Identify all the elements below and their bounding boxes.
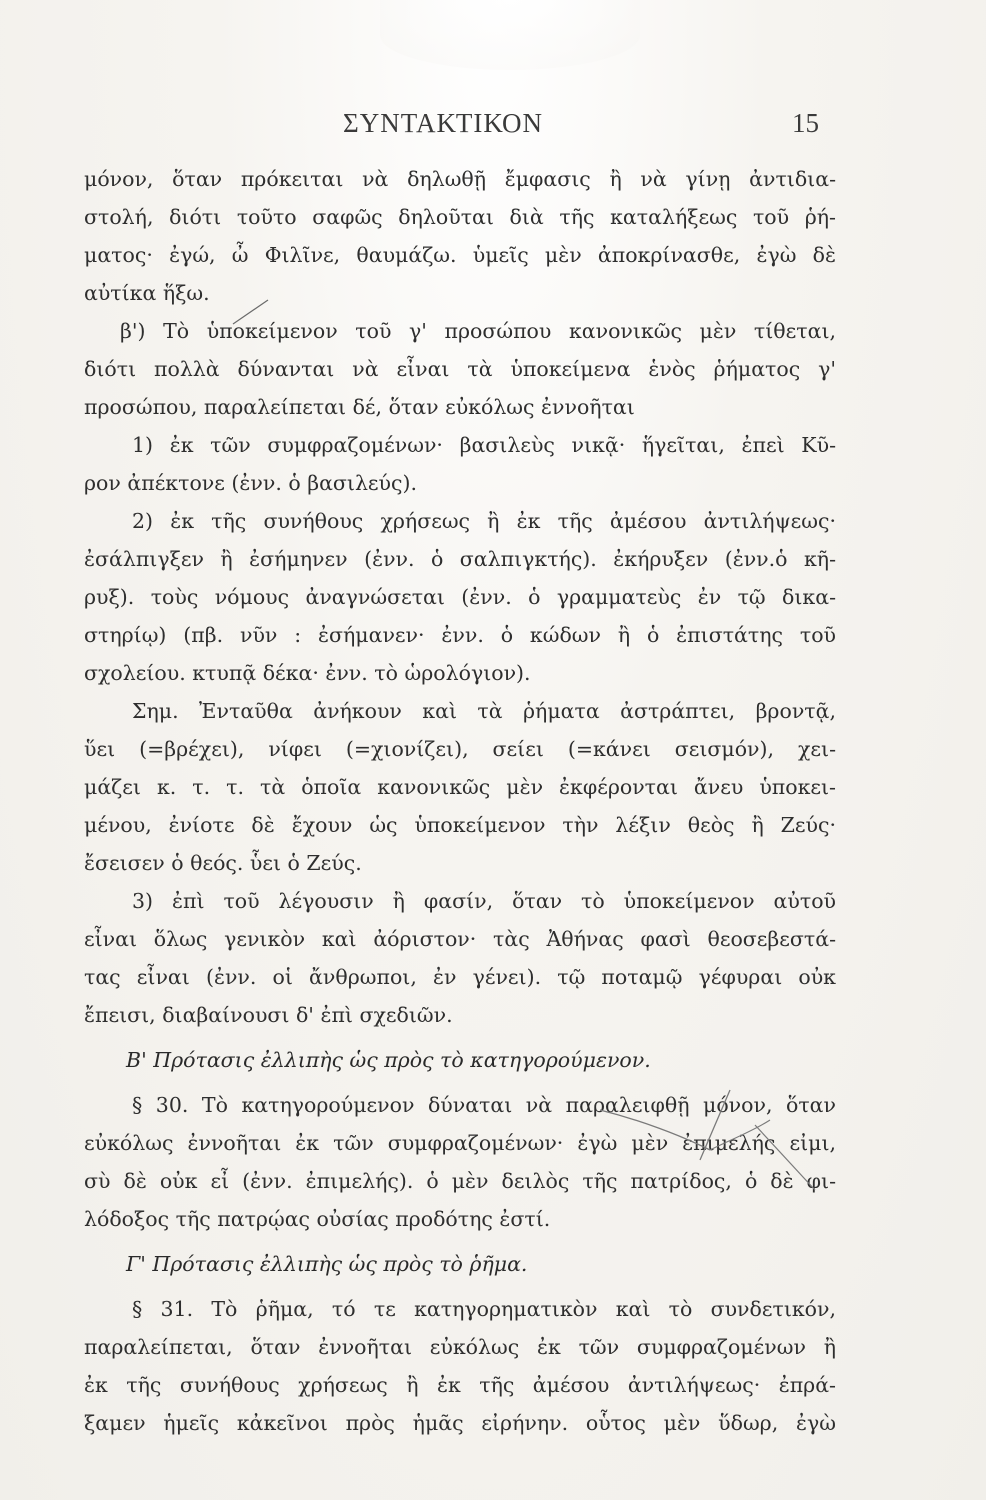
text-line: στηρίῳ) (πβ. νῦν : ἐσήμανεν· ἐνν. ὁ κώδων ἢ ὁ ἐπιστάτης τοῦ [84,623,836,647]
text-line: εὐκόλως ἐννοῆται ἐκ τῶν συμφραζομένων· ἐγὼ μὲν ἐπιμελής εἰμι, [84,1131,836,1155]
text-line: στολή, διότι τοῦτο σαφῶς δηλοῦται διὰ τῆς καταλήξεως τοῦ ῥή- [84,205,836,229]
text-line: ἐκ τῆς συνήθους χρήσεως ἢ ἐκ τῆς ἀμέσου ἀντιλήψεως· ἐπρά- [84,1373,836,1397]
text-line: β') Τὸ ὑποκείμενον τοῦ γ' προσώπου κανονικῶς μὲν τίθεται, [120,319,836,343]
section-heading-b: Β' Πρότασις ἐλλιπὴς ὡς πρὸς τὸ κατηγορούμενον. [126,1048,651,1072]
text-line: 2) ἐκ τῆς συνήθους χρήσεως ἢ ἐκ τῆς ἀμέσου ἀντιλήψεως· [132,509,836,533]
text-line: ὕει (=βρέχει), νίφει (=χιονίζει), σείει (=κάνει σεισμόν), χει- [84,737,836,761]
text-line: μένου, ἐνίοτε δὲ ἔχουν ὡς ὑποκείμενον τὴν λέξιν θεὸς ἢ Ζεύς· [84,813,836,837]
section-heading-c: Γ' Πρότασις ἐλλιπὴς ὡς πρὸς τὸ ῥῆμα. [126,1252,528,1276]
text-line: αὐτίκα ἥξω. [84,281,210,305]
text-line: ρον ἀπέκτονε (ἐνν. ὁ βασιλεύς). [84,471,418,495]
text-line: ξαμεν ἡμεῖς κἀκεῖνοι πρὸς ἡμᾶς εἰρήνην. οὗτος μὲν ὕδωρ, ἐγὼ [84,1411,836,1435]
text-line: 1) ἐκ τῶν συμφραζομένων· βασιλεὺς νικᾷ· ἥγεῖται, ἐπεὶ Κῦ- [132,433,836,457]
text-line: μάζει κ. τ. τ. τὰ ὁποῖα κανονικῶς μὲν ἐκφέρονται ἄνευ ὑποκει- [84,775,836,799]
running-head [0,108,986,148]
text-line: παραλείπεται, ὅταν ἐννοῆται εὐκόλως ἐκ τῶν συμφραζομένων ἢ [84,1335,836,1359]
paper-stain [380,0,640,70]
text-line: ματος· ἐγώ, ὦ Φιλῖνε, θαυμάζω. ὑμεῖς μὲν ἀποκρίνασθε, ἐγὼ δὲ [84,243,836,267]
text-line: σὺ δὲ οὐκ εἶ (ἐνν. ἐπιμελής). ὁ μὲν δειλὸς τῆς πατρίδος, ὁ δὲ φι- [84,1169,836,1193]
text-line: ρυξ). τοὺς νόμους ἀναγνώσεται (ἐνν. ὁ γραμματεὺς ἐν τῷ δικα- [84,585,836,609]
page-number: 15 [792,108,819,138]
text-line: ἔσεισεν ὁ θεός. ὗει ὁ Ζεύς. [84,851,362,875]
text-line: διότι πολλὰ δύνανται νὰ εἶναι τὰ ὑποκείμενα ἑνὸς ῥήματος γ' [84,357,836,381]
text-line: 3) ἐπὶ τοῦ λέγουσιν ἢ φασίν, ὅταν τὸ ὑποκείμενον αὐτοῦ [132,889,836,913]
text-line: τας εἶναι (ἐνν. οἱ ἄνθρωποι, ἐν γένει). τῷ ποταμῷ γέφυραι οὐκ [84,965,836,989]
text-line: λόδοξος τῆς πατρῴας οὐσίας προδότης ἐστί. [84,1207,551,1231]
text-line: ἐσάλπιγξεν ἢ ἐσήμηνεν (ἐνν. ὁ σαλπιγκτής). ἐκήρυξεν (ἐνν.ὁ κῆ- [84,547,836,571]
pencil-margin-mark [228,296,288,326]
running-title: ΣΥΝΤΑΚΤΙΚΟΝ [343,108,543,138]
text-line: ἔπεισι, διαβαίνουσι δ' ἐπὶ σχεδιῶν. [84,1003,453,1027]
text-line: εἶναι ὅλως γενικὸν καὶ ἀόριστον· τὰς Ἀθήνας φασὶ θεοσεβεστά- [84,927,836,951]
text-line: μόνον, ὅταν πρόκειται νὰ δηλωθῇ ἔμφασις ἢ νὰ γίνῃ ἀντιδια- [84,167,836,191]
text-line: προσώπου, παραλείπεται δέ, ὅταν εὐκόλως ἐννοῆται [84,395,635,419]
text-body [84,160,836,1442]
pencil-cross-mark [580,1080,820,1200]
text-line: σχολείου. κτυπᾷ δέκα· ἐνν. τὸ ὡρολόγιον). [84,661,531,685]
text-line: § 30. Τὸ κατηγορούμενον δύναται νὰ παραλειφθῇ μόνον, ὅταν [132,1093,836,1117]
text-line: § 31. Τὸ ῥῆμα, τό τε κατηγορηματικὸν καὶ τὸ συνδετικόν, [132,1297,836,1321]
text-line: Σημ. Ἐνταῦθα ἀνήκουν καὶ τὰ ῥήματα ἀστράπτει, βροντᾷ, [132,699,836,723]
